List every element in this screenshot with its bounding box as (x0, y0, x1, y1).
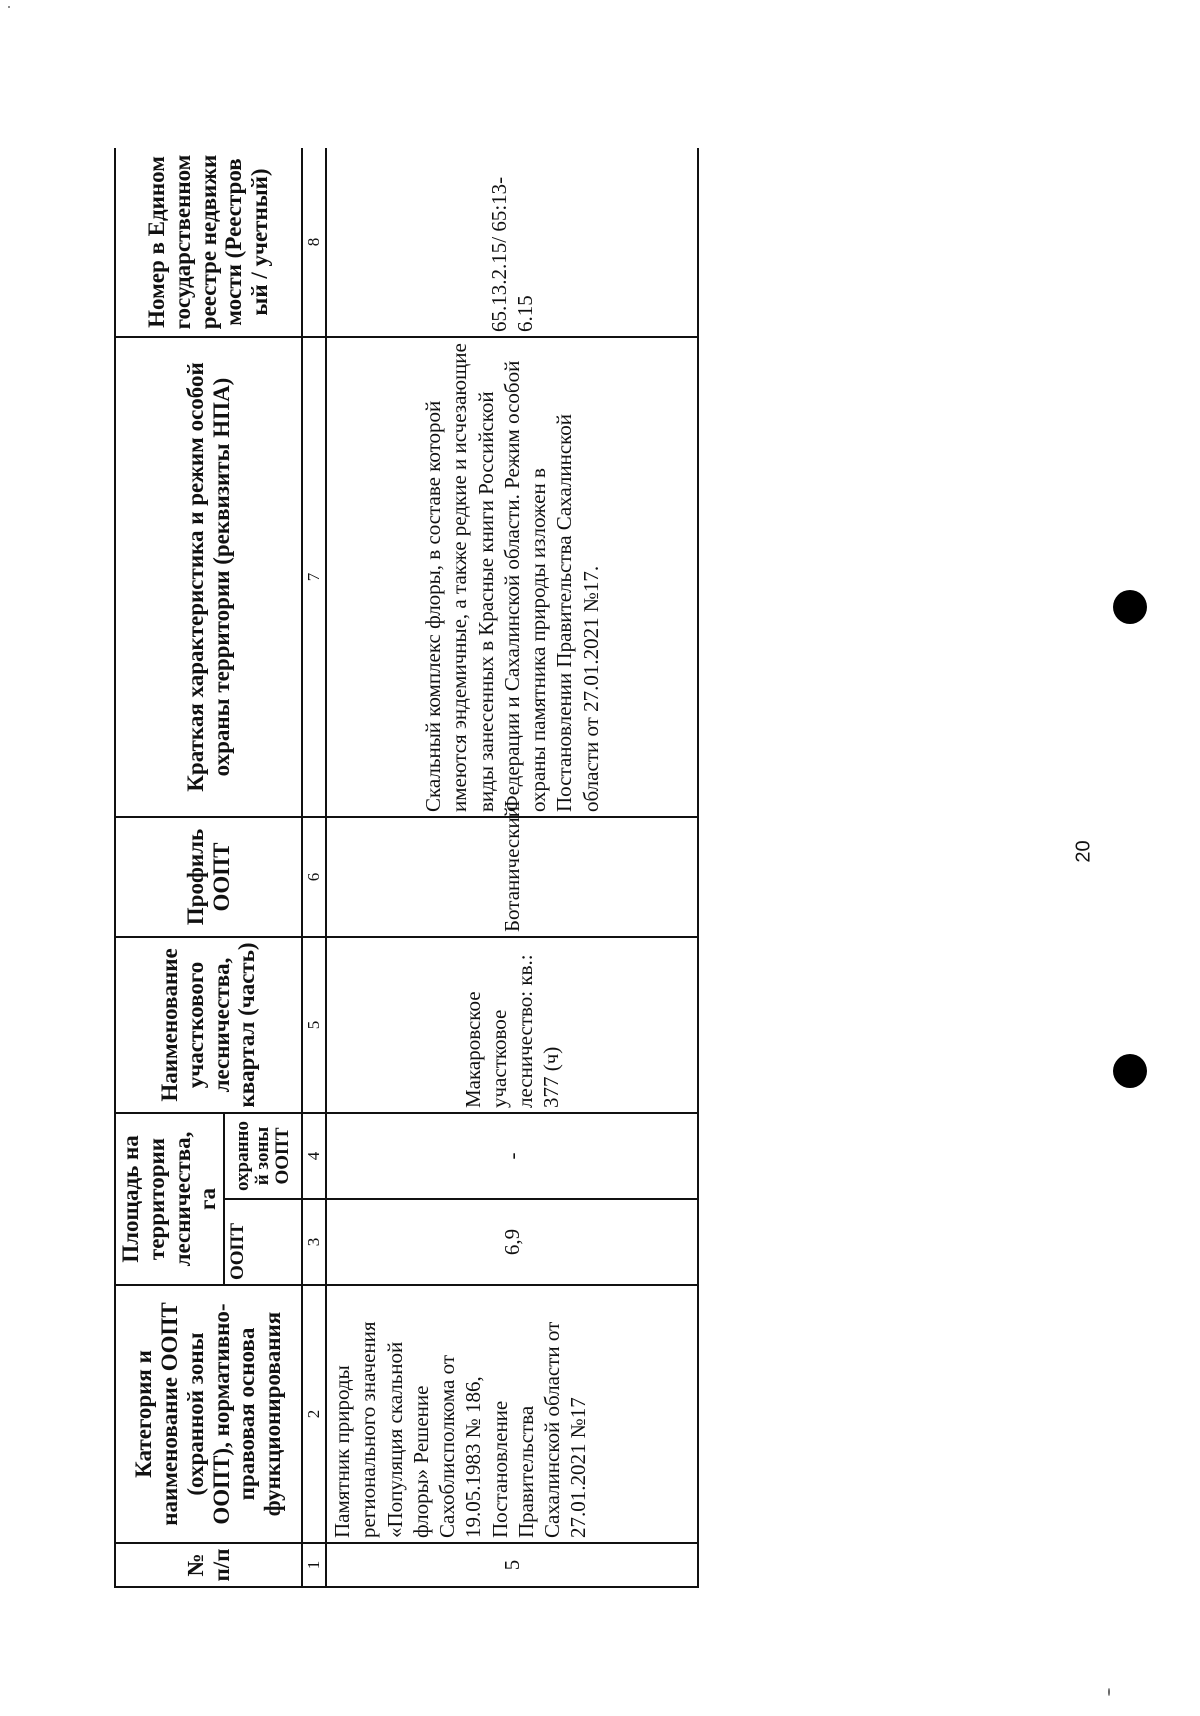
row-registry: 65.13.2.15/ 65:13-6.15 (326, 148, 698, 337)
colnum-4: 4 (302, 1113, 326, 1199)
colnum-3: 3 (302, 1199, 326, 1285)
colnum-1: 1 (302, 1543, 326, 1587)
header-row-1 (115, 148, 224, 1587)
row-area-oopt: 6,9 (326, 1199, 698, 1285)
rotated-table-container (114, 148, 699, 1588)
table-row (326, 148, 698, 1587)
punch-hole-bottom (1113, 1054, 1147, 1088)
scan-speck (1108, 1688, 1110, 1696)
row-num: 5 (326, 1543, 698, 1587)
colnum-6: 6 (302, 817, 326, 937)
header-description: Краткая характеристика и режим особой охраны территории (реквизиты НПА) (115, 337, 302, 817)
page-number: 20 (1072, 840, 1095, 863)
colnum-2: 2 (302, 1285, 326, 1543)
row-area-zone: - (326, 1113, 698, 1199)
row-category-name: Памятник природы регионального значения «Популяция скальной флоры» Решение Сахоблисполкома от 19.05.1983 № 186, Постановление Правительства Сахалинской области от 27.01.2021 №17 (326, 1285, 698, 1543)
scan-speck (8, 6, 10, 8)
header-category: Категория и наименование ООПТ (охранной зоны ООПТ), нормативно-правовая основа функционирования (115, 1285, 302, 1543)
header-area-zone: охранной зоны ООПТ (224, 1113, 302, 1199)
header-area-group: Площадь на территории лесничества, га (115, 1113, 224, 1285)
header-num: № п/п (115, 1543, 302, 1587)
header-forestry: Наименование участкового лесничества, квартал (часть) (115, 937, 302, 1113)
rotated-table-frame (114, 148, 699, 1588)
oopt-table (114, 148, 699, 1588)
punch-hole-top (1113, 590, 1147, 624)
header-area-oopt: ООПТ (224, 1199, 302, 1285)
column-number-row (302, 148, 326, 1587)
row-description: Скальный комплекс флоры, в составе которой имеются эндемичные, а также редкие и исчезающие виды занесенных в Красные книги Российской Федерации и Сахалинской области. Режим особой охраны памятника природы изложен в Постановлении Правительства Сахалинской области от 27.01.2021 №17. (326, 337, 698, 817)
colnum-5: 5 (302, 937, 326, 1113)
colnum-7: 7 (302, 337, 326, 817)
header-profile: Профиль ООПТ (115, 817, 302, 937)
row-profile: Ботанический (326, 817, 698, 937)
colnum-8: 8 (302, 148, 326, 337)
row-forestry: Макаровское участковое лесничество: кв.: 377 (ч) (326, 937, 698, 1113)
header-registry: Номер в Едином государственном реестре недвижимости (Реестровый / учетный) (115, 148, 302, 337)
